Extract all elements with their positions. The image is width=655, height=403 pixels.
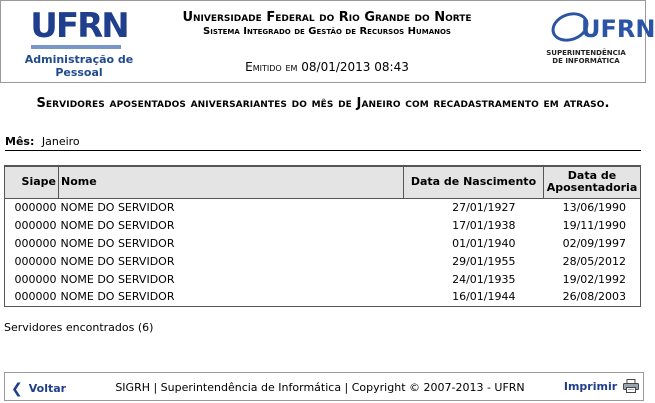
cell-siape: 000000 <box>5 216 59 234</box>
table-row <box>5 234 641 252</box>
month-value: Janeiro <box>41 135 80 148</box>
retirees-table <box>4 165 641 307</box>
back-label: Voltar <box>28 382 67 395</box>
back-arrow-icon: ❮ <box>11 381 23 397</box>
superintendencia-logo <box>541 9 655 65</box>
cell-nascimento: 01/01/1940 <box>452 236 516 250</box>
sinfo-caption: SUPERINTENDÊNCIA DE INFORMÁTICA <box>546 49 626 65</box>
cell-nome: NOME DO SERVIDOR <box>60 272 175 286</box>
back-button[interactable] <box>11 381 66 397</box>
cell-nome: NOME DO SERVIDOR <box>60 254 175 268</box>
cell-nascimento: 29/01/1955 <box>452 254 516 268</box>
cell-aposentadoria: 13/06/1990 <box>544 198 641 216</box>
cell-siape: 000000 <box>5 270 59 288</box>
ufrn-logo-mark <box>23 6 135 46</box>
table-row <box>5 252 641 270</box>
cell-nome: NOME DO SERVIDOR <box>60 236 175 250</box>
month-label: Mês: <box>5 135 35 148</box>
cell-nascimento: 27/01/1927 <box>452 200 516 214</box>
system-name: Sistema Integrado de Gestão de Recursos Humanos <box>203 26 451 37</box>
sinfo-logo-text: UFRN <box>581 15 655 43</box>
university-name: Universidade Federal do Rio Grande do Norte <box>182 10 472 25</box>
sinfo-logo-mark <box>541 9 655 49</box>
department-name: Administração de Pessoal <box>24 53 134 79</box>
cell-aposentadoria: 19/02/1992 <box>544 270 641 288</box>
month-filter <box>5 135 641 151</box>
column-header-siape: Siape <box>5 166 59 198</box>
table-header-row <box>5 166 641 198</box>
cell-nome: NOME DO SERVIDOR <box>60 218 175 232</box>
cell-aposentadoria: 28/05/2012 <box>544 252 641 270</box>
cell-nascimento: 24/01/1935 <box>452 272 516 286</box>
table-row <box>5 270 641 288</box>
column-header-nascimento: Data de Nascimento <box>404 166 544 198</box>
cell-aposentadoria: 02/09/1997 <box>544 234 641 252</box>
cell-siape: 000000 <box>5 234 59 252</box>
cell-aposentadoria: 19/11/1990 <box>544 216 641 234</box>
footer-credits: SIGRH | Superintendência de Informática | Copyright © 2007-2013 - UFRN <box>115 381 525 394</box>
cell-nascimento: 16/01/1944 <box>404 288 544 306</box>
cell-nome: NOME DO SERVIDOR <box>60 200 175 214</box>
table-row <box>5 198 641 216</box>
cell-siape: 000000 <box>5 252 59 270</box>
cell-nome: NOME DO SERVIDOR <box>59 288 404 306</box>
table-row <box>5 216 641 234</box>
ufrn-logo-text: UFRN <box>30 6 128 46</box>
print-button[interactable] <box>564 379 639 393</box>
cell-nascimento: 17/01/1938 <box>452 218 516 232</box>
column-header-nome: Nome <box>59 166 404 198</box>
results-count: Servidores encontrados (6) <box>4 321 154 334</box>
column-header-aposentadoria: Data de Aposentadoria <box>544 166 641 198</box>
cell-aposentadoria: 26/08/2003 <box>544 288 641 306</box>
printer-icon <box>623 379 639 393</box>
report-title: Servidores aposentados aniversariantes do mês de Janeiro com recadastramento em atraso. <box>36 96 610 111</box>
ufrn-logo <box>23 6 135 79</box>
cell-siape: 000000 <box>5 198 59 216</box>
print-label: Imprimir <box>563 380 618 393</box>
cell-siape: 000000 <box>5 288 59 306</box>
emission-date: Emitido em 08/01/2013 08:43 <box>245 60 409 74</box>
table-row <box>5 288 641 306</box>
report-header <box>0 0 655 83</box>
header-titles <box>151 11 503 74</box>
report-footer <box>4 372 644 401</box>
